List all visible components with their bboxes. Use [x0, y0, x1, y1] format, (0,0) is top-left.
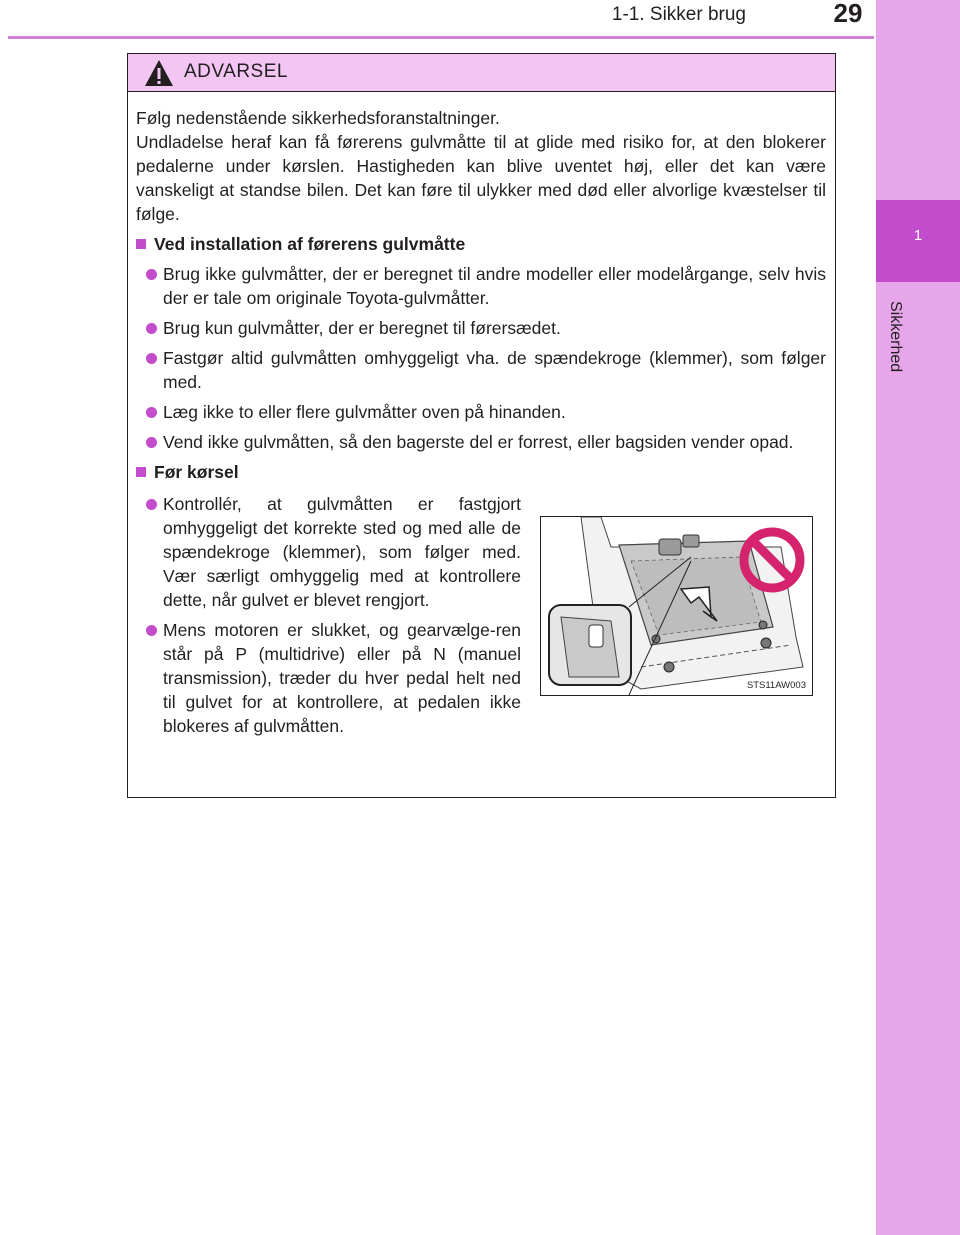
section-tab-label[interactable]: Sikkerhed [887, 301, 904, 373]
round-bullet-icon [146, 269, 157, 280]
section-heading-text: Ved installation af førerens gulvmåtte [154, 234, 466, 254]
list-item [136, 618, 521, 738]
round-bullet-icon [146, 323, 157, 334]
list-item [136, 262, 826, 310]
list-item-text: Mens motoren er slukket, og gearvælge-ren står på P (multidrive) eller på N (manuel transmission), træder du hver pedal helt ned til gulvet for at kontrollere, at pedalen ikke blokeres af gulvmåtten. [163, 620, 521, 736]
round-bullet-icon [146, 625, 157, 636]
page-number: 29 [833, 0, 863, 28]
warning-title: ADVARSEL [184, 61, 288, 82]
prohibition-icon [737, 525, 807, 595]
before-driving-list [136, 486, 521, 738]
list-item [136, 400, 826, 424]
list-item-text: Fastgør altid gulvmåtten omhyggeligt vha. de spændekroge (klemmer), som følger med. [163, 348, 826, 392]
intro-paragraph: Undladelse heraf kan få førerens gulvmåtte til at glide med risiko for, at den blokerer pedalerne under kørslen. Hastigheden kan blive uventet høj, eller det kan være vanskeligt at standse bilen. Det kan føre til ulykker med død eller alvorlige kvæstelser til følge. [136, 132, 826, 224]
list-item-text: Vend ikke gulvmåtten, så den bagerste del er forrest, eller bagsiden vender opad. [163, 432, 794, 452]
section-heading [136, 232, 826, 256]
side-tab [876, 0, 960, 1235]
figure-code: STS11AW003 [746, 680, 806, 691]
warning-triangle-icon [144, 59, 174, 87]
intro-line: Følg nedenstående sikkerhedsforanstaltninger. [136, 108, 500, 128]
warning-box [127, 53, 836, 798]
running-head: 1-1. Sikker brug [611, 4, 746, 25]
list-item-text: Læg ikke to eller flere gulvmåtter oven på hinanden. [163, 402, 566, 422]
list-item [136, 346, 826, 394]
list-item [136, 316, 826, 340]
round-bullet-icon [146, 499, 157, 510]
round-bullet-icon [146, 353, 157, 364]
list-item [136, 430, 826, 454]
warning-header [128, 54, 835, 92]
chapter-number[interactable]: 1 [876, 200, 960, 282]
round-bullet-icon [146, 407, 157, 418]
list-item [136, 492, 521, 612]
square-bullet-icon [136, 239, 146, 249]
header-rule [8, 36, 874, 39]
floor-mat-illustration [540, 516, 813, 696]
square-bullet-icon [136, 467, 146, 477]
round-bullet-icon [146, 437, 157, 448]
section-heading-text: Før kørsel [154, 462, 239, 482]
list-item-text: Kontrollér, at gulvmåtten er fastgjort omhyggeligt det korrekte sted og med alle de spændekroge (klemmer), som følger med. Vær særligt omhyggelig med at kontrollere dette, når gulvet er blevet rengjort. [163, 494, 521, 610]
warning-intro [136, 106, 826, 226]
section-heading [136, 460, 826, 484]
list-item-text: Brug kun gulvmåtter, der er beregnet til førersædet. [163, 318, 561, 338]
list-item-text: Brug ikke gulvmåtter, der er beregnet til andre modeller eller modelårgange, selv hvis der er tale om originale Toyota-gulvmåtter. [163, 264, 826, 308]
